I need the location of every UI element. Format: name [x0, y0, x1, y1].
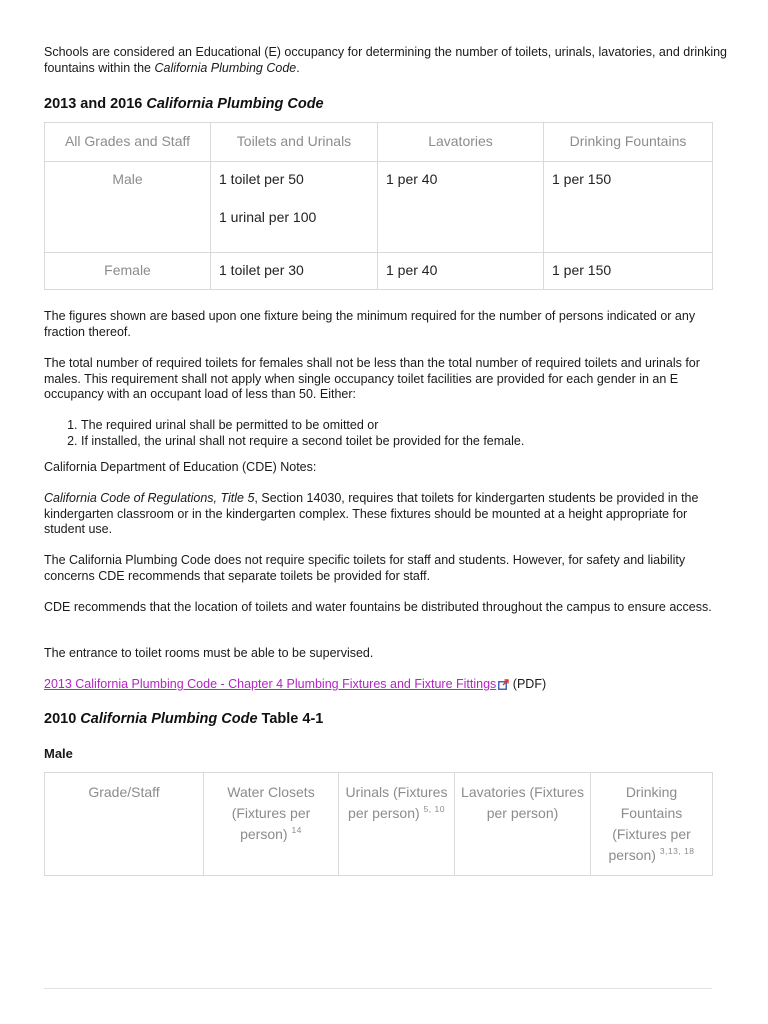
para-total: The total number of required toilets for females shall not be less than the total number of required toilets and urinals for males. This requirement shall not apply when single occupancy toilet facilities are provided for each gender in an E occupancy with an occupant load of less than 50. Either: [44, 356, 700, 401]
cell-female-toilets: 1 toilet per 30 [211, 253, 378, 290]
table-row-female [45, 253, 713, 290]
para-location: CDE recommends that the location of toilets and water fountains be distributed throughout the campus to ensure access. [44, 600, 712, 614]
external-link-icon[interactable] [498, 679, 509, 690]
header-text: Water Closets (Fixtures per person) [227, 784, 315, 842]
cell-male-lavatories: 1 per 40 [378, 162, 544, 253]
pdf-label: (PDF) [509, 677, 547, 691]
table-header-row [45, 773, 713, 876]
heading-years: 2013 and 2016 [44, 96, 147, 112]
heading-2010-year: 2010 [44, 711, 81, 727]
list-item: 2. If installed, the urinal shall not require a second toilet be provided for the female. [81, 434, 765, 450]
para-staff: The California Plumbing Code does not require specific toilets for staff and students. However, for safety and liability concerns CDE recommends that separate toilets be provided for staff. [44, 553, 686, 583]
intro-code-name: California Plumbing Code [154, 60, 297, 75]
col-header-drinking-fountains [591, 773, 713, 876]
fixtures-table-2010-male [44, 772, 713, 876]
header-text: Lavatories (Fixtures per person) [461, 784, 584, 821]
col-header-lavatories [455, 773, 591, 876]
col-header-fountains: Drinking Fountains [544, 123, 713, 162]
heading-2010-table-label: Table 4-1 [257, 711, 324, 727]
heading-2010 [44, 710, 728, 728]
col-header-grades: All Grades and Staff [45, 123, 211, 162]
header-text: Drinking Fountains (Fixtures per person) [608, 784, 691, 863]
heading-2010-code-title: California Plumbing Code [80, 711, 258, 727]
intro-text: Schools are considered an Educational (E) occupancy for determining the number of toilets, urinals, lavatories, and drinking fountains within the [44, 45, 728, 75]
col-header-grade-staff [45, 773, 204, 876]
title5-code-name: California Code of Regulations, Title 5 [44, 491, 255, 505]
header-text: Urinals (Fixtures per person) [345, 784, 448, 821]
header-text: Grade/Staff [88, 784, 160, 800]
cde-notes-label: California Department of Education (CDE) Notes: [44, 460, 317, 474]
cell-male-urinal-rate: 1 urinal per 100 [219, 208, 317, 225]
fixtures-table-2013 [44, 122, 713, 290]
col-header-urinals [339, 773, 455, 876]
col-header-lavatories: Lavatories [378, 123, 544, 162]
either-list [44, 418, 765, 449]
intro-paragraph [44, 45, 728, 76]
male-subheading: Male [44, 746, 73, 761]
footnote-ref[interactable]: 14 [291, 825, 302, 835]
intro-period: . [296, 60, 300, 75]
row-label-male: Male [45, 162, 211, 253]
cell-female-fountains: 1 per 150 [544, 253, 713, 290]
title5-text: , Section 14030, requires that toilets for kindergarten students be provided in the kindergarten classroom or in the kindergarten complex. These fixtures should be mounted at a height appropriate for student use. [44, 491, 699, 536]
cell-female-lavatories: 1 per 40 [378, 253, 544, 290]
cell-male-toilets [211, 162, 378, 253]
pdf-link-line [44, 677, 728, 693]
table-header-row [45, 123, 713, 162]
bottom-divider [44, 988, 712, 989]
para-entrance: The entrance to toilet rooms must be able to be supervised. [44, 646, 374, 660]
row-label-female: Female [45, 253, 211, 290]
footnote-ref[interactable]: 5, 10 [423, 804, 445, 814]
list-item: 1. The required urinal shall be permitted to be omitted or [81, 418, 765, 434]
col-header-water-closets [204, 773, 339, 876]
plumbing-code-chapter4-link[interactable]: 2013 California Plumbing Code - Chapter 4 Plumbing Fixtures and Fixture Fittings [44, 677, 497, 691]
table-row-male [45, 162, 713, 253]
cell-male-fountains: 1 per 150 [544, 162, 713, 253]
heading-code-title: California Plumbing Code [146, 96, 324, 112]
heading-2013-2016 [44, 95, 728, 113]
para-figures: The figures shown are based upon one fixture being the minimum required for the number of persons indicated or any fraction thereof. [44, 309, 696, 339]
footnote-ref[interactable]: 3,13, 18 [659, 846, 695, 856]
cell-male-toilet-rate: 1 toilet per 50 [219, 171, 304, 187]
col-header-toilets: Toilets and Urinals [211, 123, 378, 162]
para-title5 [44, 491, 728, 538]
